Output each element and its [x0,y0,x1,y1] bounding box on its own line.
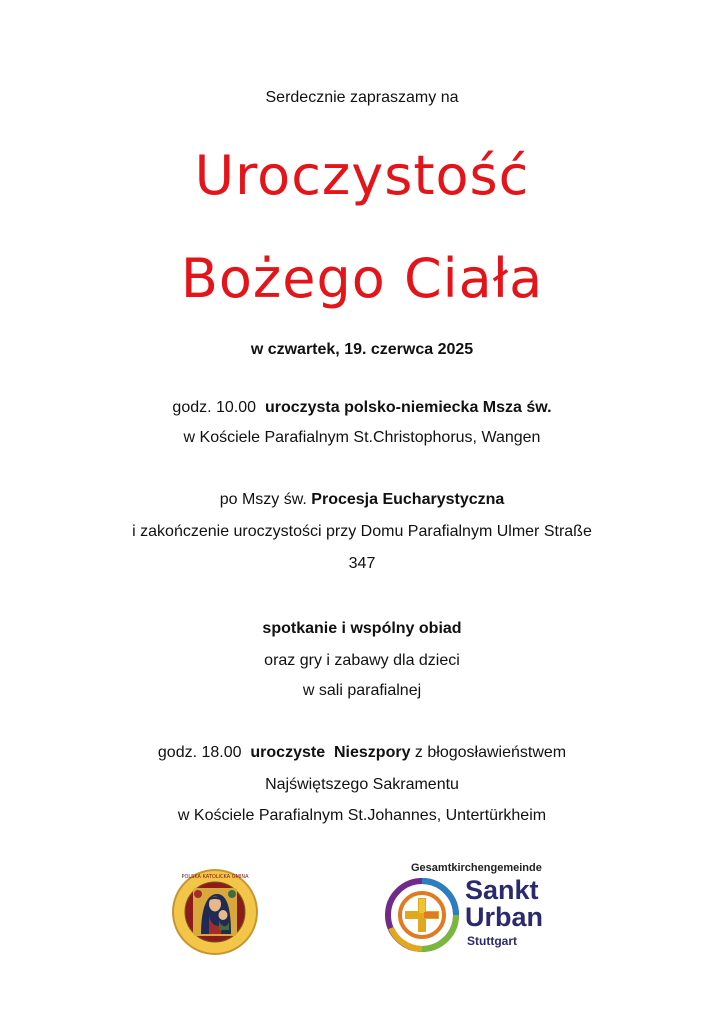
stuttgart-text: Stuttgart [467,934,517,948]
sankt-urban-cross-icon [383,876,461,954]
vespers-name-a: uroczyste [250,744,326,761]
intro-text: Serdecznie zapraszamy na [265,89,459,106]
procession-prefix: po Mszy św. [219,491,307,508]
title-line-1: Uroczystość [194,144,530,207]
vespers-time: godz. 18.00 [157,744,242,761]
mass-name: uroczysta polsko-niemiecka Msza św. [264,399,552,416]
seal-text: POLSKA KATOLICKA GMINA [181,874,249,880]
sankt-text: Sankt [465,875,539,905]
vespers-line-3: w Kościele Parafialnym St.Johannes, Untertürkheim [177,807,547,824]
meeting-line-2: oraz gry i zabawy dla dzieci [264,652,460,669]
mass-line [0,398,724,418]
meeting-line-3: w sali parafialnej [302,682,422,699]
urban-text: Urban [465,902,544,932]
procession-line [0,490,724,510]
vespers-suffix: z błogosławieństwem [414,744,567,761]
parish-seal-logo [171,868,259,956]
sankt-urban-top-text: Gesamtkirchengemeinde [411,862,542,874]
sankt-urban-logo [383,862,563,954]
mass-time: godz. 10.00 [172,399,257,416]
vespers-line-2: Najświętszego Sakramentu [265,776,459,793]
meeting-name: spotkanie i wspólny obiad [262,620,462,637]
event-date: w czwartek, 19. czerwca 2025 [250,341,474,358]
vespers-name-b: Nieszpory [334,744,411,761]
mass-place: w Kościele Parafialnym St.Christophorus, Wangen [183,429,541,446]
vespers-line [0,743,724,763]
title-line-2: Bożego Ciała [180,247,544,310]
procession-line-2: i zakończenie uroczystości przy Domu Parafialnym Ulmer Straße [132,523,592,540]
procession-name: Procesja Eucharystyczna [311,491,505,508]
procession-line-3: 347 [348,555,376,572]
